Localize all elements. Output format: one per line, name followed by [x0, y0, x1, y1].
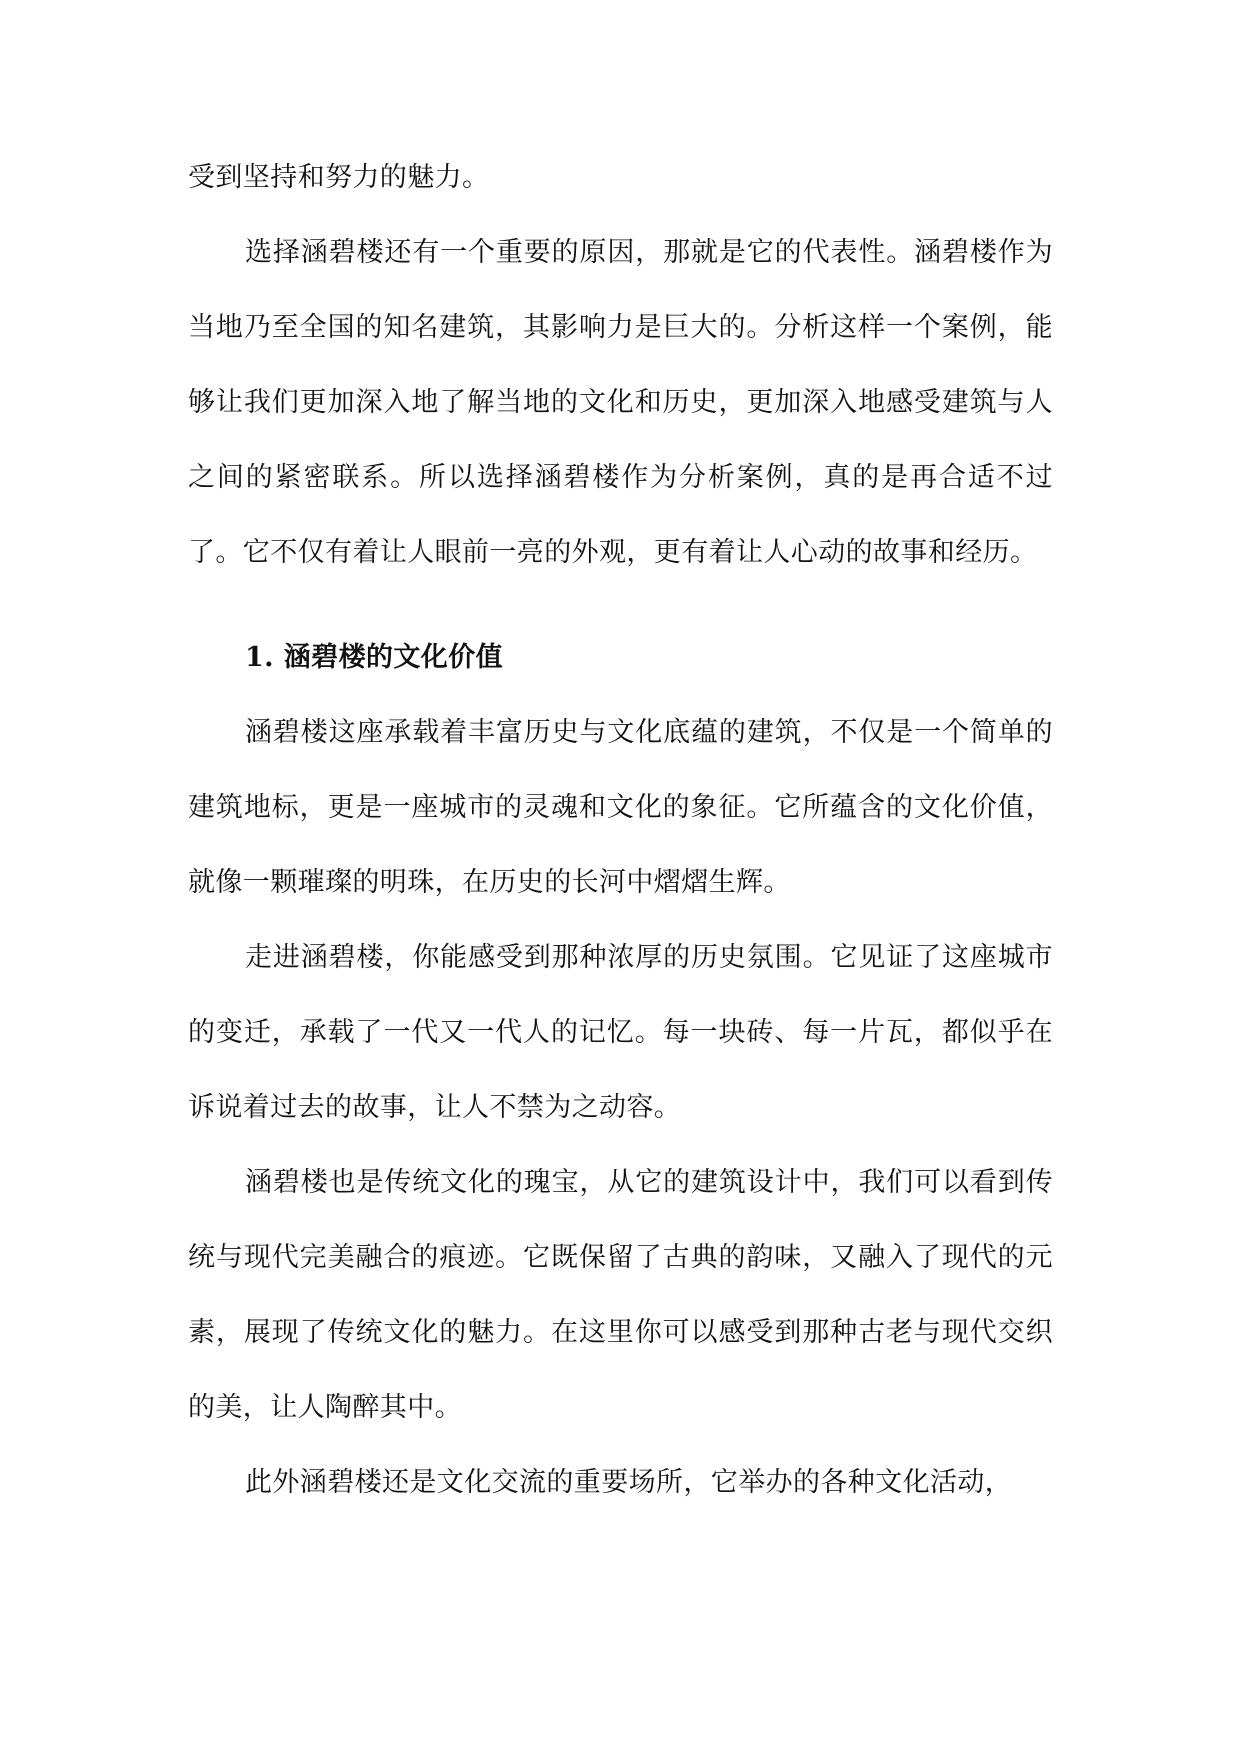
- document-body: [188, 140, 1053, 1520]
- paragraph-traditional-culture: 涵碧楼也是传统文化的瑰宝，从它的建筑设计中，我们可以看到传统与现代完美融合的痕迹。它既保留了古典的韵味，又融入了现代的元素，展现了传统文化的魅力。在这里你可以感受到那种古老与现代交织的美，让人陶醉其中。: [188, 1167, 1053, 1423]
- paragraph-cultural-value-intro: 涵碧楼这座承载着丰富历史与文化底蕴的建筑，不仅是一个简单的建筑地标，更是一座城市的灵魂和文化的象征。它所蕴含的文化价值，就像一颗璀璨的明珠，在历史的长河中熠熠生辉。: [188, 717, 1053, 898]
- paragraph-continuation: 受到坚持和努力的魅力。: [188, 162, 490, 193]
- paragraph-representativeness: 选择涵碧楼还有一个重要的原因，那就是它的代表性。涵碧楼作为当地乃至全国的知名建筑，其影响力是巨大的。分析这样一个案例，能够让我们更加深入地了解当地的文化和历史，更加深入地感受建筑与人之间的紧密联系。所以选择涵碧楼作为分析案例，真的是再合适不过了。它不仅有着让人眼前一亮的外观，更有着让人心动的故事和经历。: [188, 237, 1053, 568]
- section-heading: 1. 涵碧楼的文化价值: [245, 642, 503, 673]
- paragraph-historical-atmosphere: 走进涵碧楼，你能感受到那种浓厚的历史氛围。它见证了这座城市的变迁，承载了一代又一代人的记忆。每一块砖、每一片瓦，都似乎在诉说着过去的故事，让人不禁为之动容。: [188, 942, 1053, 1123]
- paragraph-cultural-exchange: 此外涵碧楼还是文化交流的重要场所，它举办的各种文化活动，: [245, 1467, 1013, 1498]
